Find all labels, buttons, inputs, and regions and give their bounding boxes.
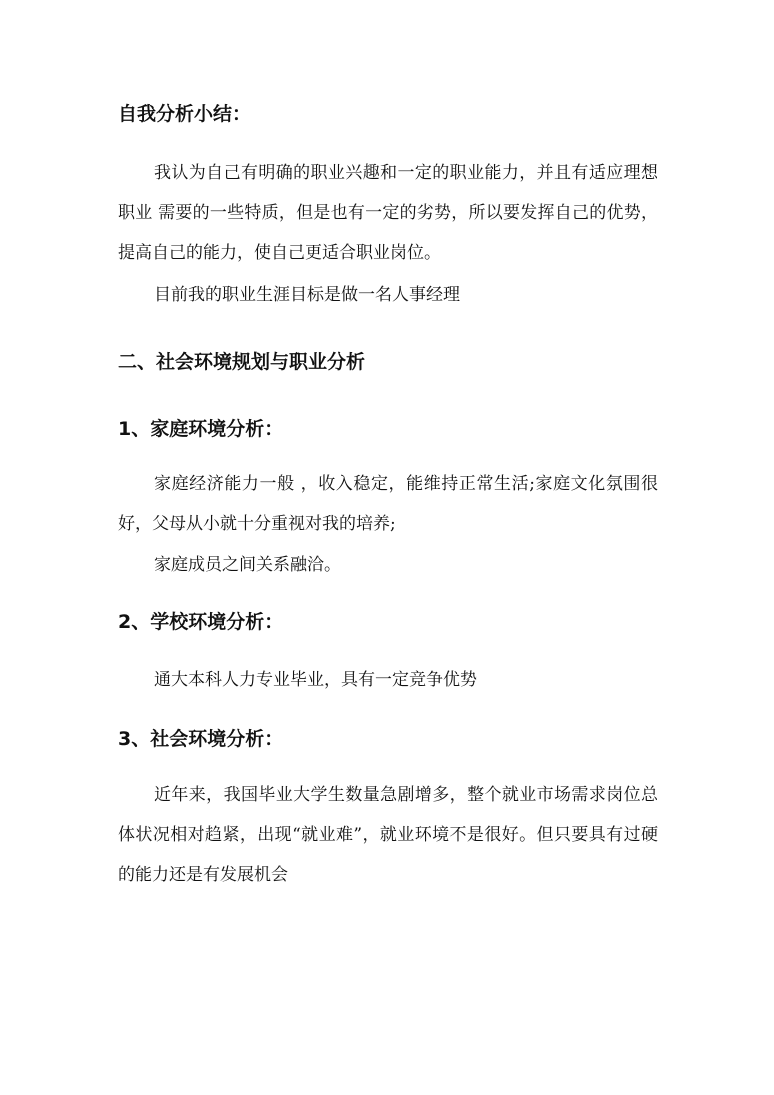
- self-analysis-paragraph-1: 我认为自己有明确的职业兴趣和一定的职业能力，并且有适应理想职业 需要的一些特质，但是也有一定的劣势，所以要发挥自己的优势，提高自己的能力，使自己更适合职业岗位。: [118, 163, 658, 263]
- society-analysis-heading: 3、社会环境分析：: [118, 728, 284, 750]
- self-analysis-heading: 自我分析小结：: [118, 103, 252, 125]
- school-analysis-paragraph: 通大本科人力专业毕业，具有一定竞争优势: [154, 670, 477, 690]
- family-analysis-paragraph-2: 家庭成员之间关系融洽。: [154, 555, 341, 575]
- school-analysis-heading: 2、学校环境分析：: [118, 611, 284, 633]
- family-analysis-heading: 1、家庭环境分析：: [118, 418, 284, 440]
- section-two-heading: 二、社会环境规划与职业分析: [118, 351, 366, 373]
- society-analysis-paragraph: 近年来，我国毕业大学生数量急剧增多，整个就业市场需求岗位总体状况相对趋紧，出现“就业难”，就业环境不是很好。但只要具有过硬的能力还是有发展机会: [118, 785, 658, 885]
- self-analysis-paragraph-2: 目前我的职业生涯目标是做一名人事经理: [154, 285, 460, 305]
- family-analysis-paragraph-1: 家庭经济能力一般 ，收入稳定，能维持正常生活;家庭文化氛围很好，父母从小就十分重视对我的培养;: [118, 474, 658, 534]
